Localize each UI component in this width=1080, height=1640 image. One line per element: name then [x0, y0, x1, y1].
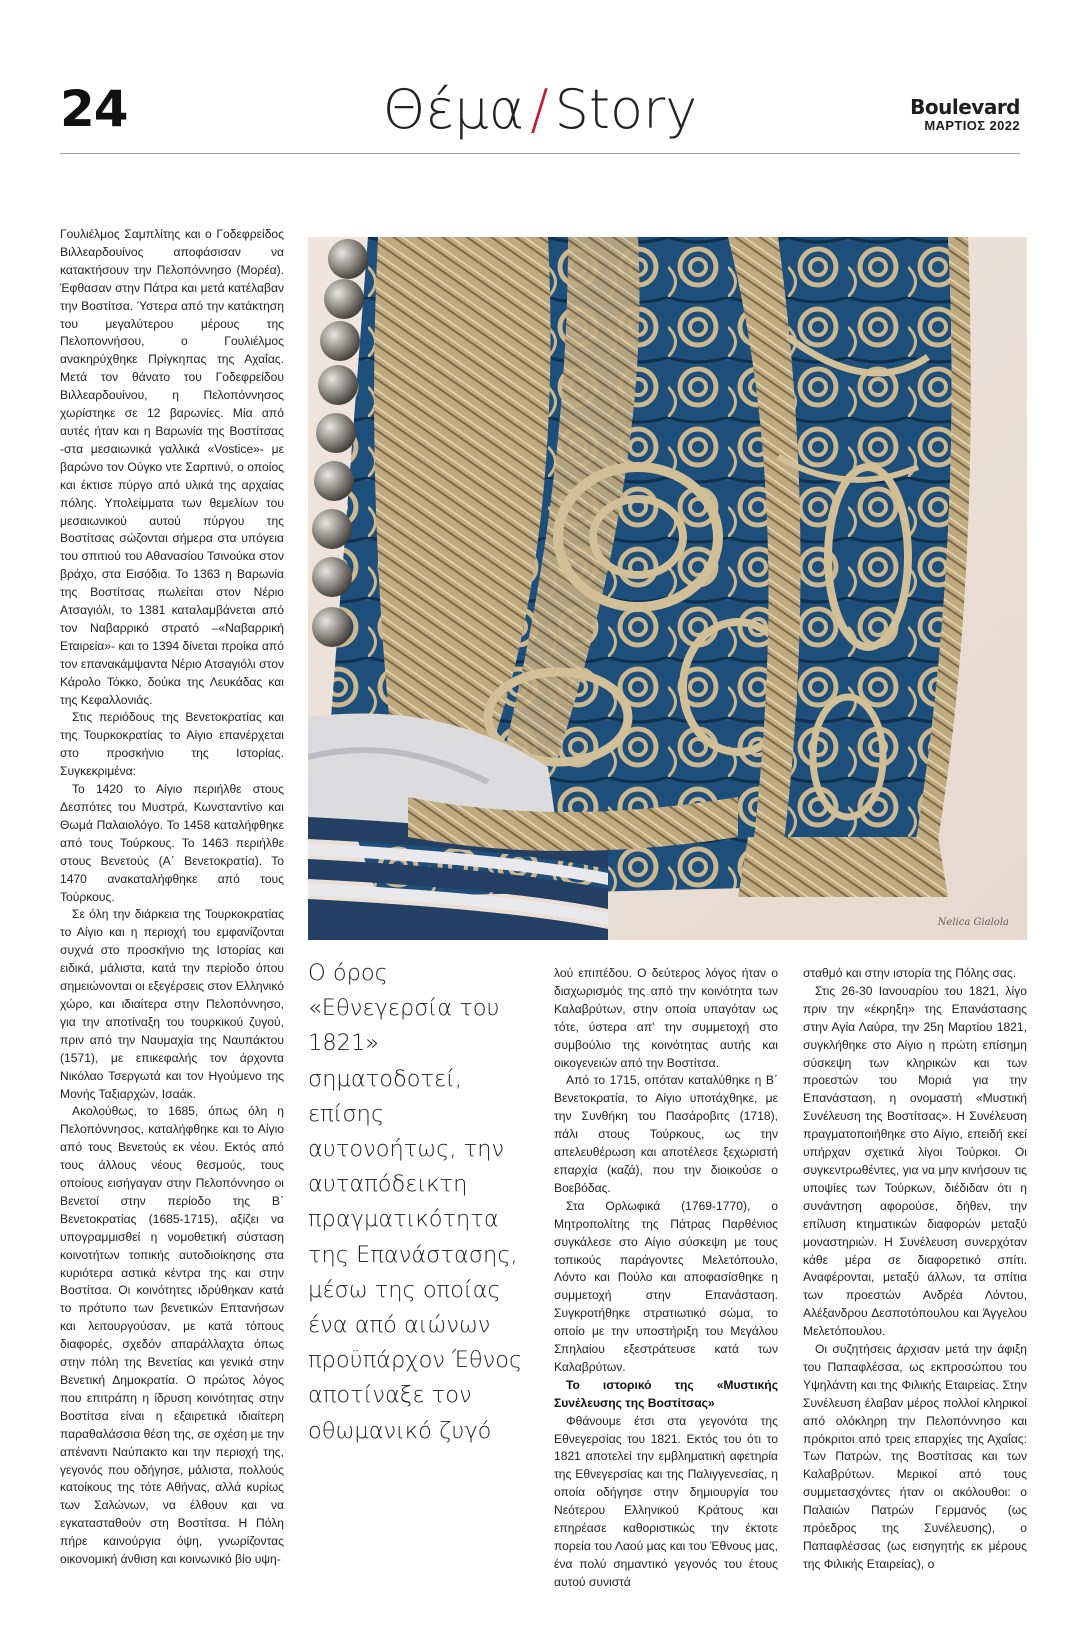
- paragraph: Ακολούθως, το 1685, όπως όλη η Πελοπόννησος, καταλήφθηκε και το Αίγιο από τους Βενετούς εκ νέου. Εκτός από τους άλλους νέους θεσμούς, τους οποίους εισήγαγαν στην Πελοπόννησο οι Βενετοί στην περίοδο της Β΄ Βενετοκρατίας (1685-1715), αξίζει να υπογραμμισθεί η νομοθετική σύσταση κοινοτήτων τοπικής αυτοδιοίκησης στα κυριότερα αστικά κέντρα της και στην Βοστίτσα. Οι κοινότητες ιδρύθηκαν κατά το πρότυπο των βενετικών Επτανήσων και λειτουργούσαν, με κατά τόπους διαφορές, σχεδόν απαράλλαχτα όπως στην πόλη της Βενετίας και γενικά στην Βενετική Δημοκρατία. Ο πρώτος λόγος που επιτράπη η ίδρυση κοινότητας στην Βοστίτσα είναι η εξαιρετικά ιδιαίτερη παραθαλάσσια θέση της, σε σχέση με την απέναντι Ναύπακτο και την περιοχή της, γεγονός που οδήγησε, μάλιστα, πολλούς κατοίκους της τότε Αθήνας, αλλά κυρίως των Σαλώνων, να έλθουν και να εγκατασταθούν στη Βοστίτσα. Η Πόλη πήρε καινούργια όψη, γνωρίζοντας οικονομική άνθιση και κοινωνικό βίο υψη-: [60, 1104, 284, 1567]
- section-title-greek: Θέμα: [382, 78, 525, 141]
- paragraph: Σε όλη την διάρκεια της Τουρκοκρατίας το Αίγιο και η περιοχή του εμφανίζονται συχνά στο προσκήνιο της Ιστορίας και ειδικά, μάλιστα, κατά την περίοδο όπου σημειώνονται οι εξεγέρσεις στον Ελληνικό χώρο, και ιδιαίτερα στην Πελοπόννησο, για την αποτίναξη του τουρκικού ζυγού, πριν από την Ναυμαχία της Ναυπάκτου (1571), με επικεφαλής τον άρχοντα Νικόλαο Τσεργωτά και τον Ηγούμενο της Μονής Ταξιαρχών, Ισαάκ.: [60, 907, 284, 1101]
- paragraph: Από το 1715, οπόταν καταλύθηκε η Β΄ Βενετοκρατία, το Αίγιο υποτάχθηκε, με την Συνθήκη του Πασάροβιτς (1718), πάλι στους Τούρκους, ως την απελευθέρωση και αποτέλεσε ξεχωριστή επαρχία (καζά), που την διοικούσε ο Βοεβόδας.: [554, 1073, 778, 1195]
- paragraph: λού επιπέδου. Ο δεύτερος λόγος ήταν ο διαχωρισμός της από την κοινότητα των Καλαβρύτων, στην οποία υπαγόταν ως τότε, ύστερα απ' την συμμετοχή στο συμβούλιο της κοινότητας αυτής και οικογενειών από την Βοστίτσα.: [554, 966, 778, 1070]
- page-number: 24: [60, 80, 128, 138]
- section-title-english: Story: [554, 78, 698, 141]
- article-column-1: [60, 226, 284, 1569]
- costume-illustration: [308, 237, 1027, 940]
- paragraph: Στις περιόδους της Βενετοκρατίας και της Τουρκοκρατίας το Αίγιο επανέρχεται στο προσκήνιο της Ιστορίας. Συγκεκριμένα:: [60, 710, 284, 779]
- section-title-separator: /: [530, 78, 549, 141]
- paragraph: Στις 26-30 Ιανουαρίου του 1821, λίγο πριν την «έκρηξη» της Επανάστασης στην Αγία Λαύρα, την 25η Μαρτίου 1821, συγκλήθηκε στο Αίγιο η πρώτη επίσημη σύσκεψη των κληρικών και των προεστών του Μοριά για την Επανάσταση, η ονομαστή «Μυστική Συνέλευση της Βοστίτσας». Η Συνέλευση πραγματοποιήθηκε στο Αίγιο, επειδή εκεί υπήρχαν σχετικά λίγοι Τούρκοι. Οι συγκεντρωθέντες, για να μην κινήσουν τις υποψίες των Τούρκων, διέδιδαν ότι η συνάντηση αφορούσε, δήθεν, την επίλυση κτηματικών διαφορών μεταξύ μοναστηριών. Η Συνέλευση συνερχόταν κάθε μέρα σε διαφορετικό σπίτι. Αναφέρονται, μεταξύ άλλων, τα σπίτια των προεστών Ανδρέα Λόντου, Αλέξανδρου Δεσποτόπουλου και Άγγελου Μελετόπουλου.: [803, 983, 1027, 1339]
- header-rule: [60, 153, 1020, 154]
- masthead: [910, 96, 1020, 134]
- fustanella-jacket-drawing: [308, 237, 1027, 940]
- paragraph: Το 1420 το Αίγιο περιήλθε στους Δεσπότες του Μυστρά, Κωνσταντίνο και Θωμά Παλαιολόγο. Το 1458 καταλήφθηκε από τους Τούρκους. Το 1463 περιήλθε στους Βενετούς (Α΄ Βενετοκρατία). Το 1470 ανακαταλήφθηκε από τους Τούρκους.: [60, 782, 284, 904]
- article-column-2: [554, 965, 778, 1592]
- paragraph: Στα Ορλωφικά (1769-1770), ο Μητροπολίτης της Πάτρας Παρθένιος συγκάλεσε στο Αίγιο σύσκεψη με τους τοπικούς παράγοντες Μελετόπουλο, Λόντο και Πούλο και αποφασίσθηκε η συμμετοχή στην Επανάσταση. Συγκροτήθηκε στρατιωτικό σώμα, το οποίο με την υποστήριξη του Μεγάλου Σπηλαίου εξεστράτευσε κατά των Καλαβρύτων.: [554, 1198, 778, 1374]
- paragraph: σταθμό και στην ιστορία της Πόλης σας.: [803, 966, 1017, 980]
- pull-quote: Ο όρος «Εθνεγερσία του 1821» σηματοδοτεί, επίσης αυτονοήτως, την αυταπόδεικτη πραγματικότητα της Επανάστασης, μέσω της οποίας ένα από αιώνων προϋπάρχον Έθνος αποτίναξε τον οθωμανικό ζυγό: [308, 960, 523, 1444]
- paragraph: Γουλιέλμος Σαμπλίτης και ο Γοδεφρείδος Βιλλεαρδουίνος αποφάσισαν να κατακτήσουν την Πελοπόννησο (Μορέα). Έφθασαν στην Πάτρα και μετά κατέλαβαν την Βοστίτσα. Ύστερα από την κατάκτηση του μεγαλύτερου μέρους της Πελοποννήσου, ο Γουλιέλμος ανακηρύχθηκε Πρίγκηπας της Αχαΐας. Μετά τον θάνατο του Γοδεφρείδου Βιλλεαρδουίνου, η Πελοπόννησος χωρίστηκε σε 12 βαρωνίες. Μία από αυτές ήταν και η Βαρωνία της Βοστίτσας -στα μεσαιωνικά γαλλικά «Vostice»- με βαρώνο τον Ούγκο ντε Σαρπινύ, ο οποίος και έκτισε πύργο από υλικά της αρχαίας πόλης. Υπολείμματα των θεμελίων του μεσαιωνικού αυτού πύργου της Βοστίτσας σώζονται σήμερα στα υπόγεια του σπιτιού του Αθανασίου Τσινούκα στον βράχο, στα Εισόδια. Το 1363 η Βαρωνία της Βοστίτσας πωλείται στον Νέριο Ατσαγιόλι, το 1381 καταλαμβάνεται από τον Ναβαρρικό στρατό –«Ναβαρρική Εταιρεία»- και το 1394 δίνεται προίκα από τον επανακάμψαντα Νέριο Ατσαγιόλι στον Κάρολο Τόκκο, δούκα της Λευκάδας και της Κεφαλλονιάς.: [60, 227, 284, 707]
- publication-brand: Boulevard: [910, 95, 1020, 119]
- artist-signature: Nelica Gialola: [937, 917, 1009, 928]
- subheading: Το ιστορικό της «Μυστικής Συνέλευσης της Βοστίτσας»: [554, 1377, 778, 1410]
- paragraph: Φθάνουμε έτσι στα γεγονότα της Εθνεγερσίας του 1821. Εκτός του ότι το 1821 αποτελεί την εμβληματική αφετηρία της Εθνεγερσίας και της Παλιγγενεσίας, η οποία οδήγησε στην δημιουργία του Νεότερου Ελληνικού Κράτους και επηρέασε καθοριστικώς την έκτοτε πορεία του Λαού μας και του Έθνους μας, ένα πολύ σημαντικό γεγονός του έτους αυτού συνιστά: [554, 1413, 778, 1589]
- paragraph: Οι συζητήσεις άρχισαν μετά την άφιξη του Παπαφλέσσα, ως εκπροσώπου του Υψηλάντη και της Φιλικής Εταιρείας. Στην Συνέλευση έλαβαν μέρος πολλοί κληρικοί από ολόκληρη την Πελοπόννησο και πρόκριτοι από τρεις επαρχίες της Αχαΐας: Των Πατρών, της Βοστίτσας και των Καλαβρύτων. Μερικοί από τους συμμετασχόντες ήταν οι ακόλουθοι: ο Παλαιών Πατρών Γερμανός (ως πρόεδρος της Συνέλευσης), ο Παπαφλέσσας (ως εισηγητής εκ μέρους της Φιλικής Εταιρείας), ο: [803, 1342, 1027, 1571]
- article-column-3: [803, 965, 1027, 1574]
- issue-date: ΜΑΡΤΙΟΣ 2022: [924, 118, 1020, 133]
